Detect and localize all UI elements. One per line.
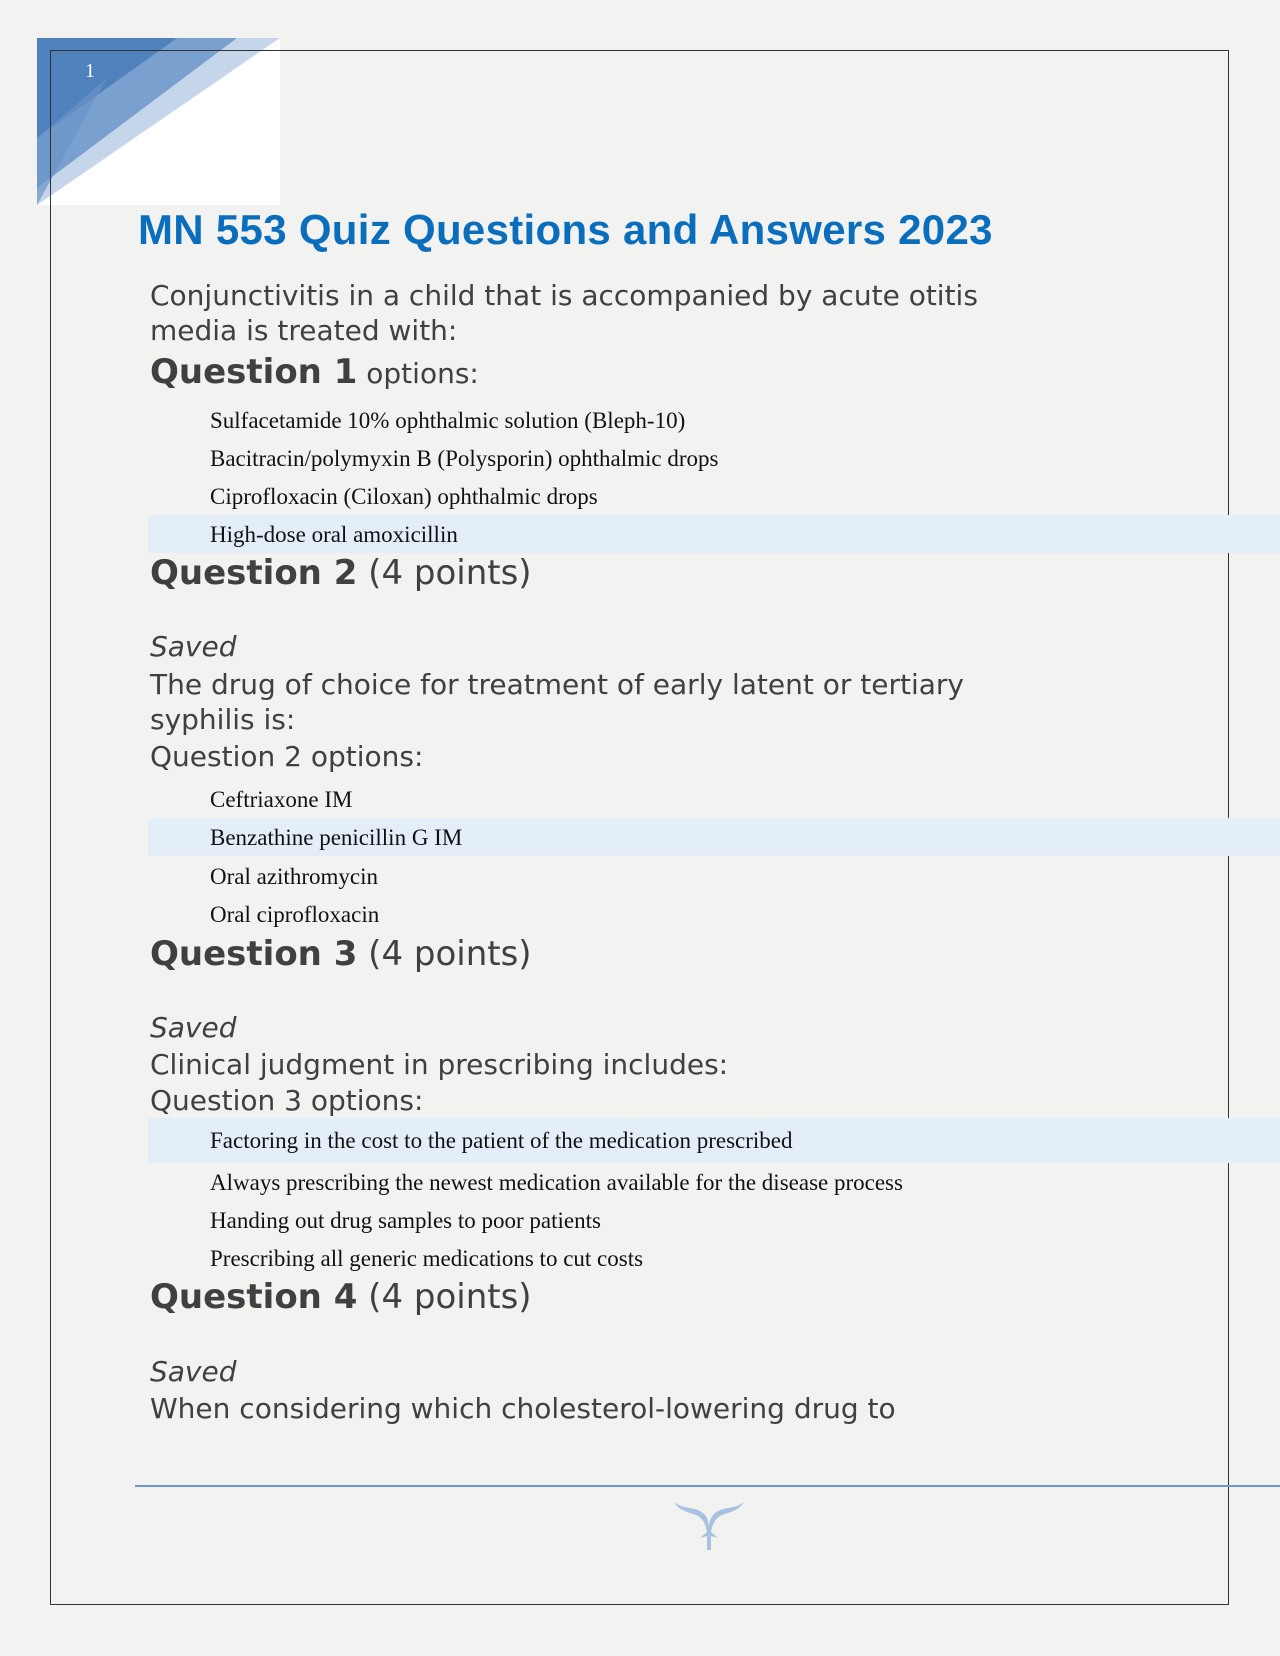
option-text: Ceftriaxone IM (210, 787, 353, 812)
fleuron-ornament-icon (672, 1500, 746, 1556)
prompt-line: Conjunctivitis in a child that is accompanied by acute otitis (150, 279, 978, 312)
option-q2-d[interactable] (148, 895, 1280, 933)
prompt-line: The drug of choice for treatment of early latent or tertiary (150, 668, 964, 701)
question-number: Question 2 (150, 553, 358, 593)
question-3-options-label: Question 3 options: (150, 1084, 424, 1117)
question-3-header (150, 934, 532, 974)
option-q3-b[interactable] (148, 1163, 1280, 1201)
option-q1-d-selected[interactable] (148, 515, 1280, 553)
option-text: Benzathine penicillin G IM (210, 825, 463, 850)
question-2-header (150, 553, 532, 593)
question-1-prompt (150, 278, 978, 348)
saved-status: Saved (150, 630, 237, 663)
question-points: (4 points) (357, 553, 532, 593)
option-q1-a[interactable] (148, 401, 1280, 439)
options-label-rest: options: (357, 357, 479, 390)
prompt-line: media is treated with: (150, 314, 458, 347)
question-4-prompt: When considering which cholesterol-lowering drug to (150, 1392, 896, 1425)
option-q1-b[interactable] (148, 439, 1280, 477)
option-text: Sulfacetamide 10% ophthalmic solution (Bleph-10) (210, 408, 686, 433)
option-q3-d[interactable] (148, 1239, 1280, 1277)
question-2-options-label: Question 2 options: (150, 740, 424, 773)
option-text: Oral azithromycin (210, 864, 378, 889)
question-number: Question 3 (150, 934, 358, 974)
option-text: Bacitracin/polymyxin B (Polysporin) ophthalmic drops (210, 446, 719, 471)
question-2-prompt (150, 667, 964, 737)
option-text: Prescribing all generic medications to cut costs (210, 1246, 644, 1271)
document-title: MN 553 Quiz Questions and Answers 2023 (138, 206, 993, 253)
saved-status: Saved (150, 1355, 237, 1388)
question-3-prompt: Clinical judgment in prescribing includes: (150, 1048, 729, 1081)
option-q3-c[interactable] (148, 1201, 1280, 1239)
question-points: (4 points) (357, 1277, 532, 1317)
option-q3-a-selected[interactable] (148, 1118, 1280, 1163)
footer-divider (135, 1485, 1280, 1487)
option-text: Oral ciprofloxacin (210, 902, 380, 927)
option-q2-c[interactable] (148, 857, 1280, 895)
prompt-line: syphilis is: (150, 703, 296, 736)
question-number: Question 4 (150, 1277, 358, 1317)
option-text: High-dose oral amoxicillin (210, 522, 458, 547)
question-points: (4 points) (357, 934, 532, 974)
option-q2-b-selected[interactable] (148, 818, 1280, 856)
option-text: Handing out drug samples to poor patients (210, 1208, 601, 1233)
question-1-options-label (150, 352, 479, 392)
option-text: Ciprofloxacin (Ciloxan) ophthalmic drops (210, 484, 598, 509)
page-number: 1 (85, 60, 95, 82)
option-text: Always prescribing the newest medication available for the disease process (210, 1170, 903, 1195)
question-4-header (150, 1277, 532, 1317)
option-q2-a[interactable] (148, 780, 1280, 818)
options-label-bold: Question 1 (150, 352, 358, 392)
option-q1-c[interactable] (148, 477, 1280, 515)
option-text: Factoring in the cost to the patient of the medication prescribed (210, 1128, 793, 1153)
saved-status: Saved (150, 1011, 237, 1044)
